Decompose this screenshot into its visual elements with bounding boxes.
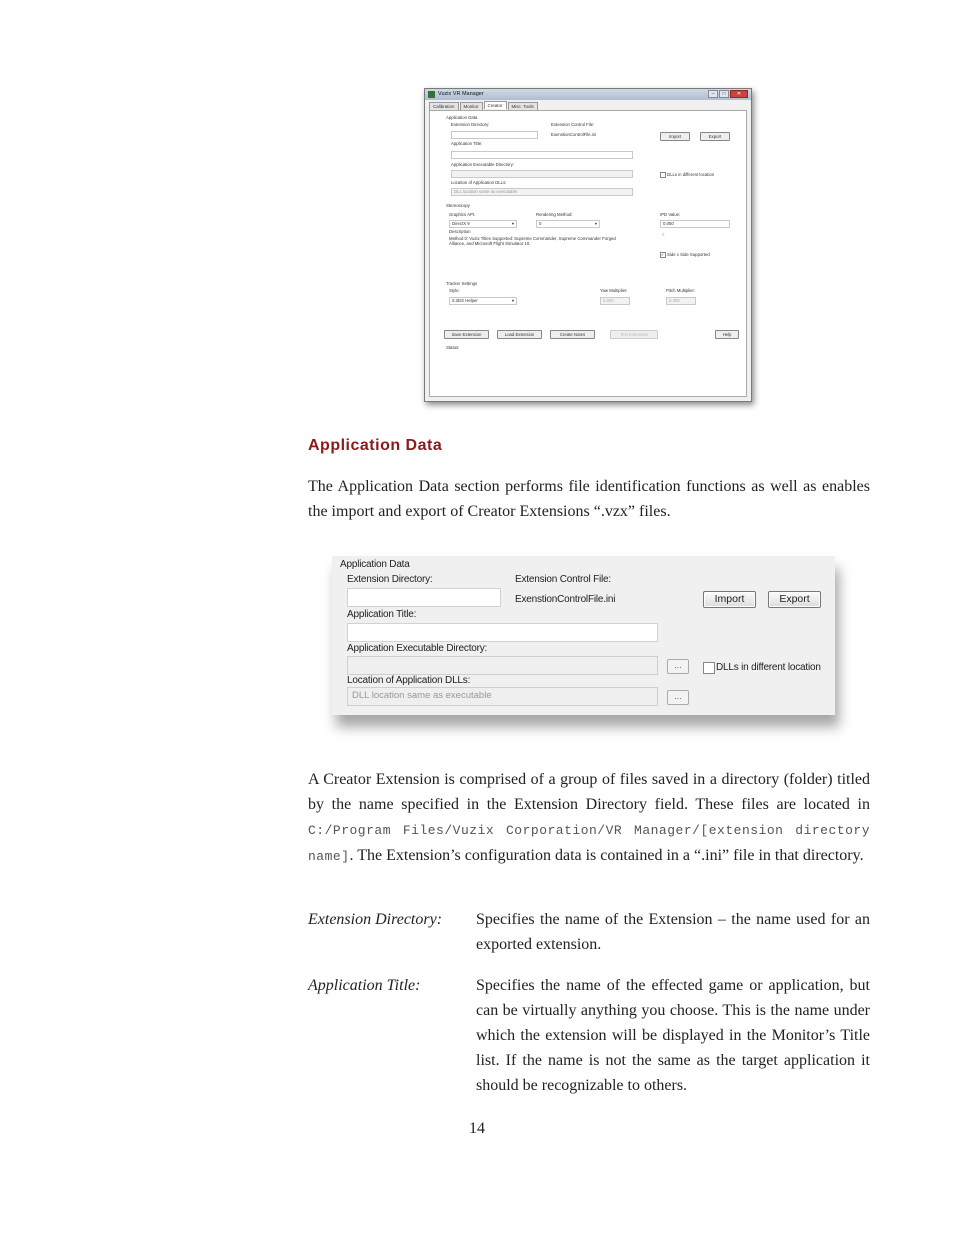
window-controls (708, 90, 748, 98)
app-title-label: Application Title: (347, 609, 417, 620)
ctrl-file-label: Extension Control File: (551, 122, 595, 127)
ctrl-file-label: Extension Control File: (515, 574, 612, 585)
dll-browse-button: ... (667, 690, 689, 705)
chevron-down-icon: ▾ (511, 298, 514, 303)
render-select (536, 220, 600, 228)
dll-check-label: DLLs in different location (667, 172, 715, 177)
api-value: DirectX 9 (452, 221, 470, 226)
desc-label: Description (449, 229, 471, 234)
save-extension-button: Save Extension (444, 330, 489, 339)
para-text-a: A Creator Extension is comprised of a group of files saved in a directory (folder) titled by the name specified in the Extension Directory field. These files are located in (308, 771, 870, 813)
exec-browse-button: ... (667, 659, 689, 674)
application-data-screenshot (332, 556, 835, 715)
desc-text: Method 0: Vuzix Titles Supported: Supreme Commander, Supreme Commander Forged Alliance, and Microsoft Flight Simulator 10. (449, 236, 616, 246)
app-icon (428, 91, 435, 98)
render-value: 0 (539, 221, 542, 226)
dll-checkbox (660, 172, 666, 178)
page-number: 14 (469, 1120, 485, 1137)
app-title-field (347, 623, 658, 642)
style-select (449, 297, 517, 305)
exec-dir-label: Application Executable Directory: (451, 162, 515, 167)
ext-dir-label: Extension Directory: (347, 574, 433, 585)
yaw-value: 0.200 (603, 298, 614, 303)
chevron-down-icon: ▾ (594, 221, 597, 226)
dll-label: Location of Application DLLs: (347, 675, 471, 686)
style-label: Style: (449, 288, 460, 293)
ctrl-file-value: ExenstionControlFile.ini (551, 132, 597, 137)
app-title-label: Application Title: (451, 141, 483, 146)
dll-placeholder: DLL location same as executable (454, 189, 518, 194)
ipd-value: 0.050 (663, 221, 674, 226)
dll-location-checkbox (703, 662, 715, 674)
sbs-label: Side x Side Supported (667, 252, 710, 257)
tab-calibration: Calibration (429, 102, 459, 110)
term-extension-directory: Extension Directory: (308, 911, 443, 928)
sbs-checkbox: ✓ (661, 252, 665, 257)
create-notes-button: Create Notes (550, 330, 595, 339)
help-button: Help (715, 330, 739, 339)
exec-dir-label: Application Executable Directory: (347, 643, 488, 654)
creator-panel (429, 110, 747, 397)
ipd-slider: 0 (662, 232, 665, 237)
ctrl-file-value: ExenstionControlFile.ini (515, 594, 616, 605)
dll-field (451, 188, 633, 196)
render-label: Rendering Method: (536, 212, 573, 217)
extension-paragraph (308, 767, 870, 869)
close-icon: ✕ (730, 90, 748, 98)
term-application-title: Application Title: (308, 977, 421, 994)
tab-monitor: Monitor (460, 102, 483, 110)
tab-creator: Creator (484, 101, 507, 109)
test-extension-button: Test Extension (610, 330, 658, 339)
dll-field (347, 687, 658, 706)
dll-placeholder: DLL location same as executable (352, 690, 492, 701)
ipd-label: IPD Value: (660, 212, 681, 217)
para-text-b: . The Extension’s configuration data is contained in a “.ini” file in that directory. (349, 847, 864, 864)
window-titlebar (425, 89, 751, 100)
exec-dir-field (451, 170, 633, 178)
yaw-field (600, 297, 630, 305)
app-title-field (451, 151, 633, 159)
tab-misc-tools: Misc. Tools (508, 102, 538, 110)
yaw-label: Yaw Multiplier: (600, 288, 628, 293)
export-button: Export (768, 591, 821, 608)
install-path: C:/Program Files/Vuzix Corporation/VR Manager/[extension directory name] (308, 823, 870, 864)
maximize-icon: □ (719, 90, 729, 98)
def-extension-directory: Specifies the name of the Extension – the name used for an exported extension. (476, 911, 870, 953)
load-extension-button: Load Extension (497, 330, 542, 339)
section-heading: Application Data (308, 437, 443, 454)
api-label: Graphics API: (449, 212, 476, 217)
stereo-section: Stereoscopy (446, 203, 470, 208)
chevron-down-icon: ▾ (511, 221, 514, 226)
tab-bar (429, 102, 539, 110)
ext-dir-field (347, 588, 501, 607)
pitch-label: Pitch Multiplier: (666, 288, 696, 293)
import-button: Import (703, 591, 756, 608)
ext-dir-label: Extension Directory: (451, 122, 490, 127)
pitch-field (666, 297, 696, 305)
app-data-section-label: Application Data (340, 559, 410, 570)
ext-dir-field (451, 131, 538, 139)
minimize-icon: – (708, 90, 718, 98)
dll-check-label: DLLs in different location (716, 662, 821, 673)
import-button: Import (660, 132, 690, 141)
api-select (449, 220, 517, 228)
vr-manager-window-screenshot (424, 88, 752, 402)
tracker-section: Tracker Settings (446, 281, 478, 286)
window-title: Vuzix VR Manager (438, 91, 484, 97)
ipd-field (660, 220, 730, 228)
export-button: Export (700, 132, 730, 141)
pitch-value: 0.300 (669, 298, 680, 303)
style-value: 0.3DS Helper (452, 298, 478, 303)
dll-label: Location of Application DLLs: (451, 180, 507, 185)
app-data-section: Application Data (446, 115, 478, 120)
exec-dir-field (347, 656, 658, 675)
intro-paragraph: The Application Data section performs file identification functions as well as enables the import and export of Creator Extensions “.vzx” files. (308, 478, 870, 520)
def-application-title: Specifies the name of the effected game or application, but can be virtually anything you choose. This is the name under which the extension will be displayed in the Monitor’s Title list. If the name is not the same as the target application it should be recognizable to others. (476, 977, 870, 1094)
status-label: Status: (446, 345, 460, 350)
